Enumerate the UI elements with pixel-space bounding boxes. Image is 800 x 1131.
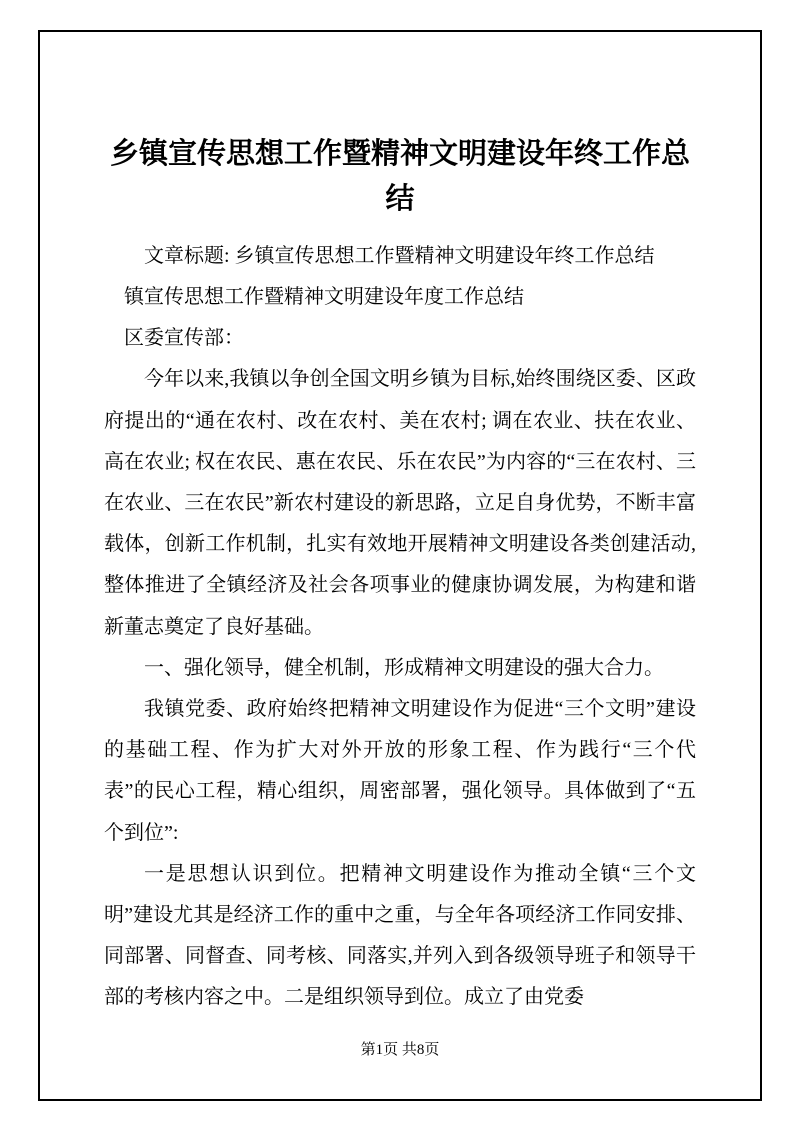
page-indicator: 第1页 共8页 <box>360 1042 440 1058</box>
paragraph-addressee: 区委宣传部： <box>124 327 244 350</box>
paragraph-article-title: 文章标题: 乡镇宣传思想工作暨精神文明建设年终工作总结 <box>144 244 655 267</box>
document-title: 乡镇宣传思想工作暨精神文明建设年终工作总结 <box>109 138 690 215</box>
paragraph-subtitle: 镇宣传思想工作暨精神文明建设年度工作总结 <box>124 286 524 309</box>
document-content <box>40 32 760 1018</box>
paragraph-section-heading: 一、强化领导，健全机制，形成精神文明建设的强大合力。 <box>144 656 664 679</box>
page-footer <box>40 1038 760 1059</box>
paragraph-body-1: 我镇党委、政府始终把精神文明建设作为促进“三个文明”建设的基础工程、作为扩大对外开放的形象工程、作为践行“三个代表”的民心工程，精心组织，周密部署，强化领导。具体做到了“五个到位”: <box>104 697 696 844</box>
paragraph-intro: 今年以来,我镇以争创全国文明乡镇为目标,始终围绕区委、区政府提出的“通在农村、改在农村、美在农村; 调在农业、扶在农业、高在农业; 权在农民、惠在农民、乐在农民”为内容的“三在农村、三在农业、三在农民”新农村建设的新思路，立足自身优势，不断丰富载体，创新工作机制，扎实有效地开展精神文明建设各类创建活动,整体推进了全镇经济及社会各项事业的健康协调发展，为构建和谐新董志奠定了良好基础。 <box>104 368 696 638</box>
paragraph-body-2: 一是思想认识到位。把精神文明建设作为推动全镇“三个文明”建设尤其是经济工作的重中之重，与全年各项经济工作同安排、同部署、同督查、同考核、同落实,并列入到各级领导班子和领导干部的考核内容之中。二是组织领导到位。成立了由党委 <box>104 862 696 1009</box>
page-border-frame <box>38 30 762 1101</box>
